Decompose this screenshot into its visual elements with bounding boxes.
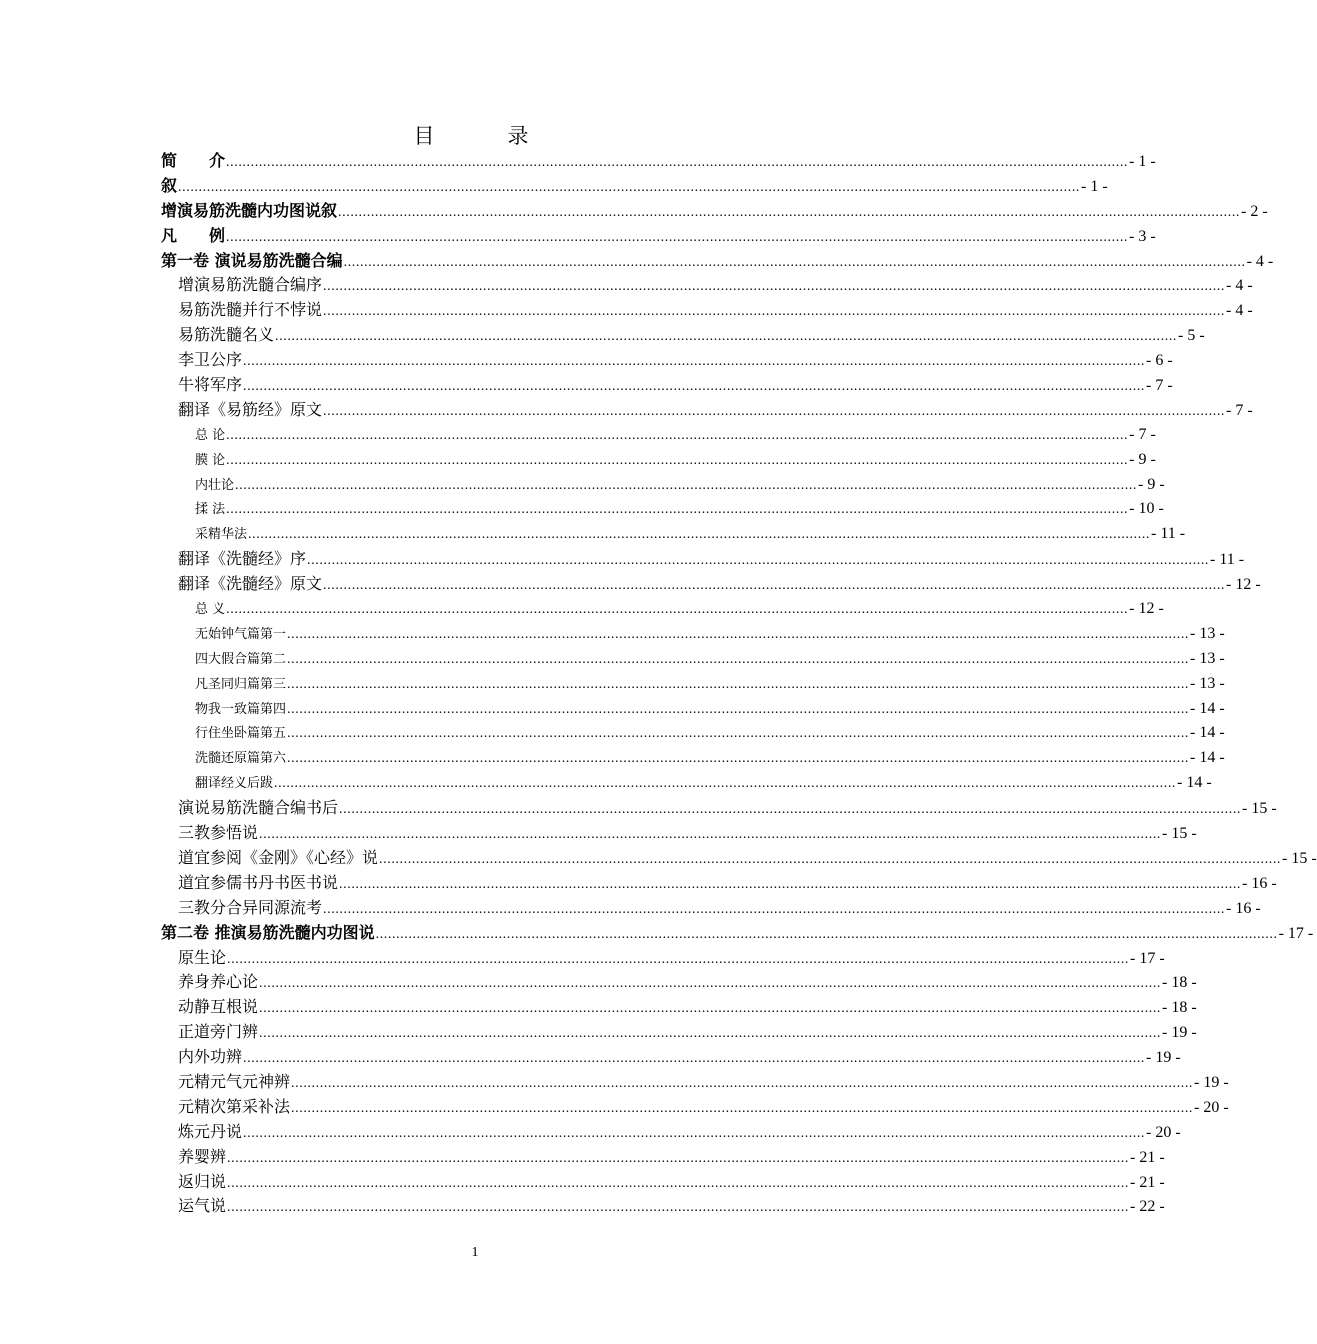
toc-entry[interactable] — [161, 896, 1261, 921]
toc-entry-title: 第二卷 推演易筋洗髓内功图说 — [161, 922, 375, 942]
toc-entry-title: 四大假合篇第二 — [195, 651, 287, 667]
toc-dot-leader: ............................................................................................................................................................................................................................ — [259, 1026, 1162, 1042]
toc-entry[interactable] — [161, 1020, 1197, 1045]
toc-entry-page: - 15 - — [1242, 800, 1277, 818]
toc-dot-leader: ............................................................................................................................................................................................................................ — [243, 379, 1146, 395]
toc-entry-page: - 4 - — [1226, 302, 1253, 320]
toc-entry-title: 凡圣同归篇第三 — [195, 676, 287, 692]
toc-entry[interactable] — [161, 846, 1317, 871]
toc-entry[interactable] — [161, 995, 1197, 1020]
toc-entry-title: 叙 — [161, 175, 178, 195]
toc-entry-title: 第一卷 演说易筋洗髓合编 — [161, 250, 343, 270]
toc-entry[interactable] — [161, 174, 1108, 199]
toc-entry[interactable] — [161, 323, 1205, 348]
toc-entry-title: 养婴辨 — [178, 1146, 227, 1166]
toc-entry-title: 返归说 — [178, 1171, 227, 1191]
toc-entry-title: 元精元气元神辨 — [178, 1071, 291, 1091]
toc-entry[interactable] — [161, 473, 1165, 498]
toc-entry-page: - 15 - — [1162, 825, 1197, 843]
toc-entry-title: 无始钟气篇第一 — [195, 626, 287, 642]
toc-entry-page: - 14 - — [1190, 749, 1225, 767]
toc-entry[interactable] — [161, 622, 1225, 647]
toc-entry-title: 翻译《洗髓经》原文 — [178, 574, 323, 594]
toc-entry-page: - 10 - — [1129, 500, 1164, 518]
toc-entry-page: - 7 - — [1146, 377, 1173, 395]
toc-entry[interactable] — [161, 672, 1225, 697]
toc-entry-title: 养身养心论 — [178, 972, 259, 992]
toc-dot-leader: ............................................................................................................................................................................................................................ — [343, 254, 1246, 270]
toc-entry-title: 道宜参阅《金刚》《心经》说 — [178, 847, 379, 867]
toc-dot-leader: ............................................................................................................................................................................................................................ — [275, 329, 1178, 345]
toc-entry[interactable] — [161, 249, 1274, 274]
toc-dot-leader: ............................................................................................................................................................................................................................ — [323, 403, 1226, 419]
toc-entry[interactable] — [161, 1145, 1165, 1170]
toc-dot-leader: ............................................................................................................................................................................................................................ — [248, 527, 1151, 543]
toc-entry-page: - 5 - — [1178, 327, 1205, 345]
toc-entry[interactable] — [161, 970, 1197, 995]
toc-entry[interactable] — [161, 1070, 1229, 1095]
toc-dot-leader: ............................................................................................................................................................................................................................ — [287, 626, 1190, 642]
toc-entry[interactable] — [161, 1095, 1229, 1120]
toc-entry-page: - 13 - — [1190, 649, 1225, 667]
toc-entry-title: 易筋洗髓名义 — [178, 325, 275, 345]
toc-entry[interactable] — [161, 298, 1253, 323]
toc-dot-leader: ............................................................................................................................................................................................................................ — [307, 553, 1210, 569]
toc-entry-title: 运气说 — [178, 1196, 227, 1216]
toc-entry[interactable] — [161, 921, 1314, 946]
toc-entry-title: 总 论 — [195, 427, 226, 443]
toc-entry[interactable] — [161, 697, 1225, 722]
toc-dot-leader: ............................................................................................................................................................................................................................ — [274, 776, 1177, 792]
toc-dot-leader: ............................................................................................................................................................................................................................ — [226, 602, 1129, 618]
toc-entry-title: 牛将军序 — [178, 375, 243, 395]
toc-entry-title: 道宜参儒书丹书医书说 — [178, 872, 339, 892]
toc-entry-page: - 21 - — [1130, 1173, 1165, 1191]
toc-entry[interactable] — [161, 199, 1268, 224]
toc-dot-leader: ............................................................................................................................................................................................................................ — [243, 1125, 1146, 1141]
toc-dot-leader: ............................................................................................................................................................................................................................ — [235, 477, 1138, 493]
toc-dot-leader: ............................................................................................................................................................................................................................ — [259, 1001, 1162, 1017]
toc-dot-leader: ............................................................................................................................................................................................................................ — [226, 427, 1129, 443]
toc-dot-leader: ............................................................................................................................................................................................................................ — [178, 179, 1081, 195]
toc-entry-page: - 14 - — [1190, 699, 1225, 717]
toc-entry[interactable] — [161, 796, 1277, 821]
toc-entry-page: - 13 - — [1190, 624, 1225, 642]
toc-entry-page: - 21 - — [1130, 1148, 1165, 1166]
toc-dot-leader: ............................................................................................................................................................................................................................ — [259, 976, 1162, 992]
toc-entry[interactable] — [161, 771, 1212, 796]
toc-dot-leader: ............................................................................................................................................................................................................................ — [379, 851, 1282, 867]
toc-entry-title: 原生论 — [178, 947, 227, 967]
toc-dot-leader: ............................................................................................................................................................................................................................ — [243, 354, 1146, 370]
toc-entry-title: 元精次第采补法 — [178, 1096, 291, 1116]
toc-entry-page: - 14 - — [1190, 724, 1225, 742]
toc-entry-title: 物我一致篇第四 — [195, 701, 287, 717]
toc-dot-leader: ............................................................................................................................................................................................................................ — [226, 229, 1129, 245]
toc-entry-title: 翻译《洗髓经》序 — [178, 549, 307, 569]
toc-entry-page: - 11 - — [1151, 525, 1186, 543]
toc-entry-page: - 15 - — [1282, 849, 1317, 867]
toc-entry[interactable] — [161, 746, 1225, 771]
toc-dot-leader: ............................................................................................................................................................................................................................ — [226, 155, 1129, 170]
toc-entry-page: - 19 - — [1162, 1024, 1197, 1042]
toc-dot-leader: ............................................................................................................................................................................................................................ — [323, 304, 1226, 320]
toc-entry[interactable] — [161, 821, 1197, 846]
toc-dot-leader: ............................................................................................................................................................................................................................ — [323, 578, 1226, 594]
toc-dot-leader: ............................................................................................................................................................................................................................ — [227, 1200, 1130, 1216]
toc-entry-page: - 7 - — [1129, 425, 1156, 443]
toc-entry[interactable] — [161, 572, 1261, 597]
toc-entry-title: 内壮论 — [195, 477, 235, 493]
toc-entry-page: - 9 - — [1129, 450, 1156, 468]
toc-entry-title: 演说易筋洗髓合编书后 — [178, 798, 339, 818]
toc-entry[interactable] — [161, 647, 1225, 672]
toc-entry-page: - 20 - — [1146, 1123, 1181, 1141]
toc-dot-leader: ............................................................................................................................................................................................................................ — [339, 802, 1242, 818]
table-of-contents — [161, 149, 1317, 1219]
toc-entry-title: 炼元丹说 — [178, 1121, 243, 1141]
toc-entry-page: - 12 - — [1129, 600, 1164, 618]
toc-entry-page: - 19 - — [1146, 1049, 1181, 1067]
toc-entry-page: - 17 - — [1130, 949, 1165, 967]
toc-entry[interactable] — [161, 149, 1156, 174]
toc-entry-page: - 20 - — [1194, 1098, 1229, 1116]
toc-dot-leader: ............................................................................................................................................................................................................................ — [287, 751, 1190, 767]
toc-entry-title: 总 义 — [195, 602, 226, 618]
toc-entry-page: - 13 - — [1190, 674, 1225, 692]
toc-entry-title: 翻译《易筋经》原文 — [178, 399, 323, 419]
toc-entry[interactable] — [161, 373, 1173, 398]
toc-entry-page: - 4 - — [1226, 277, 1253, 295]
toc-entry-title: 易筋洗髓并行不悖说 — [178, 300, 323, 320]
toc-entry-page: - 18 - — [1162, 974, 1197, 992]
toc-entry-page: - 16 - — [1242, 874, 1277, 892]
toc-entry-title: 膜 论 — [195, 452, 226, 468]
toc-dot-leader: ............................................................................................................................................................................................................................ — [243, 1051, 1146, 1067]
page-number: 1 — [471, 1245, 479, 1260]
toc-dot-leader: ............................................................................................................................................................................................................................ — [323, 901, 1226, 917]
toc-entry[interactable] — [161, 497, 1164, 522]
toc-entry-title: 凡 例 — [161, 225, 226, 245]
toc-dot-leader: ............................................................................................................................................................................................................................ — [287, 726, 1190, 742]
toc-entry-page: - 2 - — [1241, 202, 1268, 220]
toc-dot-leader: ............................................................................................................................................................................................................................ — [287, 676, 1190, 692]
toc-title: 目 录 — [413, 124, 555, 148]
toc-entry-title: 采精华法 — [195, 527, 248, 543]
toc-entry-page: - 3 - — [1129, 227, 1156, 245]
toc-dot-leader: ............................................................................................................................................................................................................................ — [287, 651, 1190, 667]
toc-entry-title: 动静互根说 — [178, 997, 259, 1017]
toc-entry[interactable] — [161, 224, 1156, 249]
toc-dot-leader: ............................................................................................................................................................................................................................ — [226, 502, 1129, 518]
toc-dot-leader: ............................................................................................................................................................................................................................ — [291, 1075, 1194, 1091]
toc-dot-leader: ............................................................................................................................................................................................................................ — [226, 452, 1129, 468]
toc-dot-leader: ............................................................................................................................................................................................................................ — [227, 1175, 1130, 1191]
toc-dot-leader: ............................................................................................................................................................................................................................ — [227, 1150, 1130, 1166]
toc-entry[interactable] — [161, 423, 1156, 448]
toc-entry-page: - 9 - — [1138, 475, 1165, 493]
toc-entry[interactable] — [161, 1170, 1165, 1195]
toc-entry[interactable] — [161, 348, 1173, 373]
toc-entry-title: 揉 法 — [195, 502, 226, 518]
toc-entry-title: 三教参悟说 — [178, 823, 259, 843]
toc-entry-page: - 1 - — [1129, 153, 1156, 170]
toc-entry[interactable] — [161, 522, 1186, 547]
toc-dot-leader: ............................................................................................................................................................................................................................ — [259, 827, 1162, 843]
toc-entry-title: 简 介 — [161, 151, 226, 170]
toc-dot-leader: ............................................................................................................................................................................................................................ — [338, 204, 1241, 220]
toc-entry-title: 李卫公序 — [178, 350, 243, 370]
toc-entry-page: - 18 - — [1162, 999, 1197, 1017]
toc-entry-page: - 1 - — [1081, 177, 1108, 195]
toc-entry-page: - 7 - — [1226, 401, 1253, 419]
toc-entry-page: - 19 - — [1194, 1073, 1229, 1091]
toc-entry-page: - 4 - — [1246, 252, 1274, 270]
toc-entry[interactable] — [161, 1045, 1181, 1070]
toc-entry-title: 内外功辨 — [178, 1047, 243, 1067]
toc-entry[interactable] — [161, 1120, 1181, 1145]
toc-entry[interactable] — [161, 398, 1253, 423]
toc-dot-leader: ............................................................................................................................................................................................................................ — [323, 279, 1226, 295]
toc-dot-leader: ............................................................................................................................................................................................................................ — [291, 1100, 1194, 1116]
toc-entry-page: - 11 - — [1210, 551, 1245, 569]
toc-entry[interactable] — [161, 597, 1164, 622]
toc-entry[interactable] — [161, 1194, 1165, 1219]
toc-dot-leader: ............................................................................................................................................................................................................................ — [339, 876, 1242, 892]
toc-dot-leader: ............................................................................................................................................................................................................................ — [227, 951, 1130, 967]
toc-entry-title: 三教分合异同源流考 — [178, 897, 323, 917]
toc-entry[interactable] — [161, 448, 1156, 473]
toc-entry[interactable] — [161, 871, 1277, 896]
toc-entry[interactable] — [161, 721, 1225, 746]
toc-entry-page: - 17 - — [1278, 924, 1314, 942]
toc-dot-leader: ............................................................................................................................................................................................................................ — [375, 926, 1278, 942]
toc-entry-page: - 6 - — [1146, 352, 1173, 370]
toc-entry-page: - 14 - — [1177, 774, 1212, 792]
toc-dot-leader: ............................................................................................................................................................................................................................ — [287, 701, 1190, 717]
toc-entry-title: 增演易筋洗髓合编序 — [178, 275, 323, 295]
toc-entry-title: 洗髓还原篇第六 — [195, 751, 287, 767]
toc-entry-title: 正道旁门辨 — [178, 1022, 259, 1042]
toc-entry[interactable] — [161, 273, 1253, 298]
toc-entry-page: - 22 - — [1130, 1198, 1165, 1216]
toc-entry[interactable] — [161, 547, 1245, 572]
toc-entry-title: 行住坐卧篇第五 — [195, 726, 287, 742]
toc-entry-page: - 12 - — [1226, 576, 1261, 594]
toc-entry-page: - 16 - — [1226, 899, 1261, 917]
toc-entry-title: 增演易筋洗髓内功图说叙 — [161, 200, 338, 220]
toc-entry[interactable] — [161, 946, 1165, 971]
toc-entry-title: 翻译经义后跋 — [195, 776, 274, 792]
